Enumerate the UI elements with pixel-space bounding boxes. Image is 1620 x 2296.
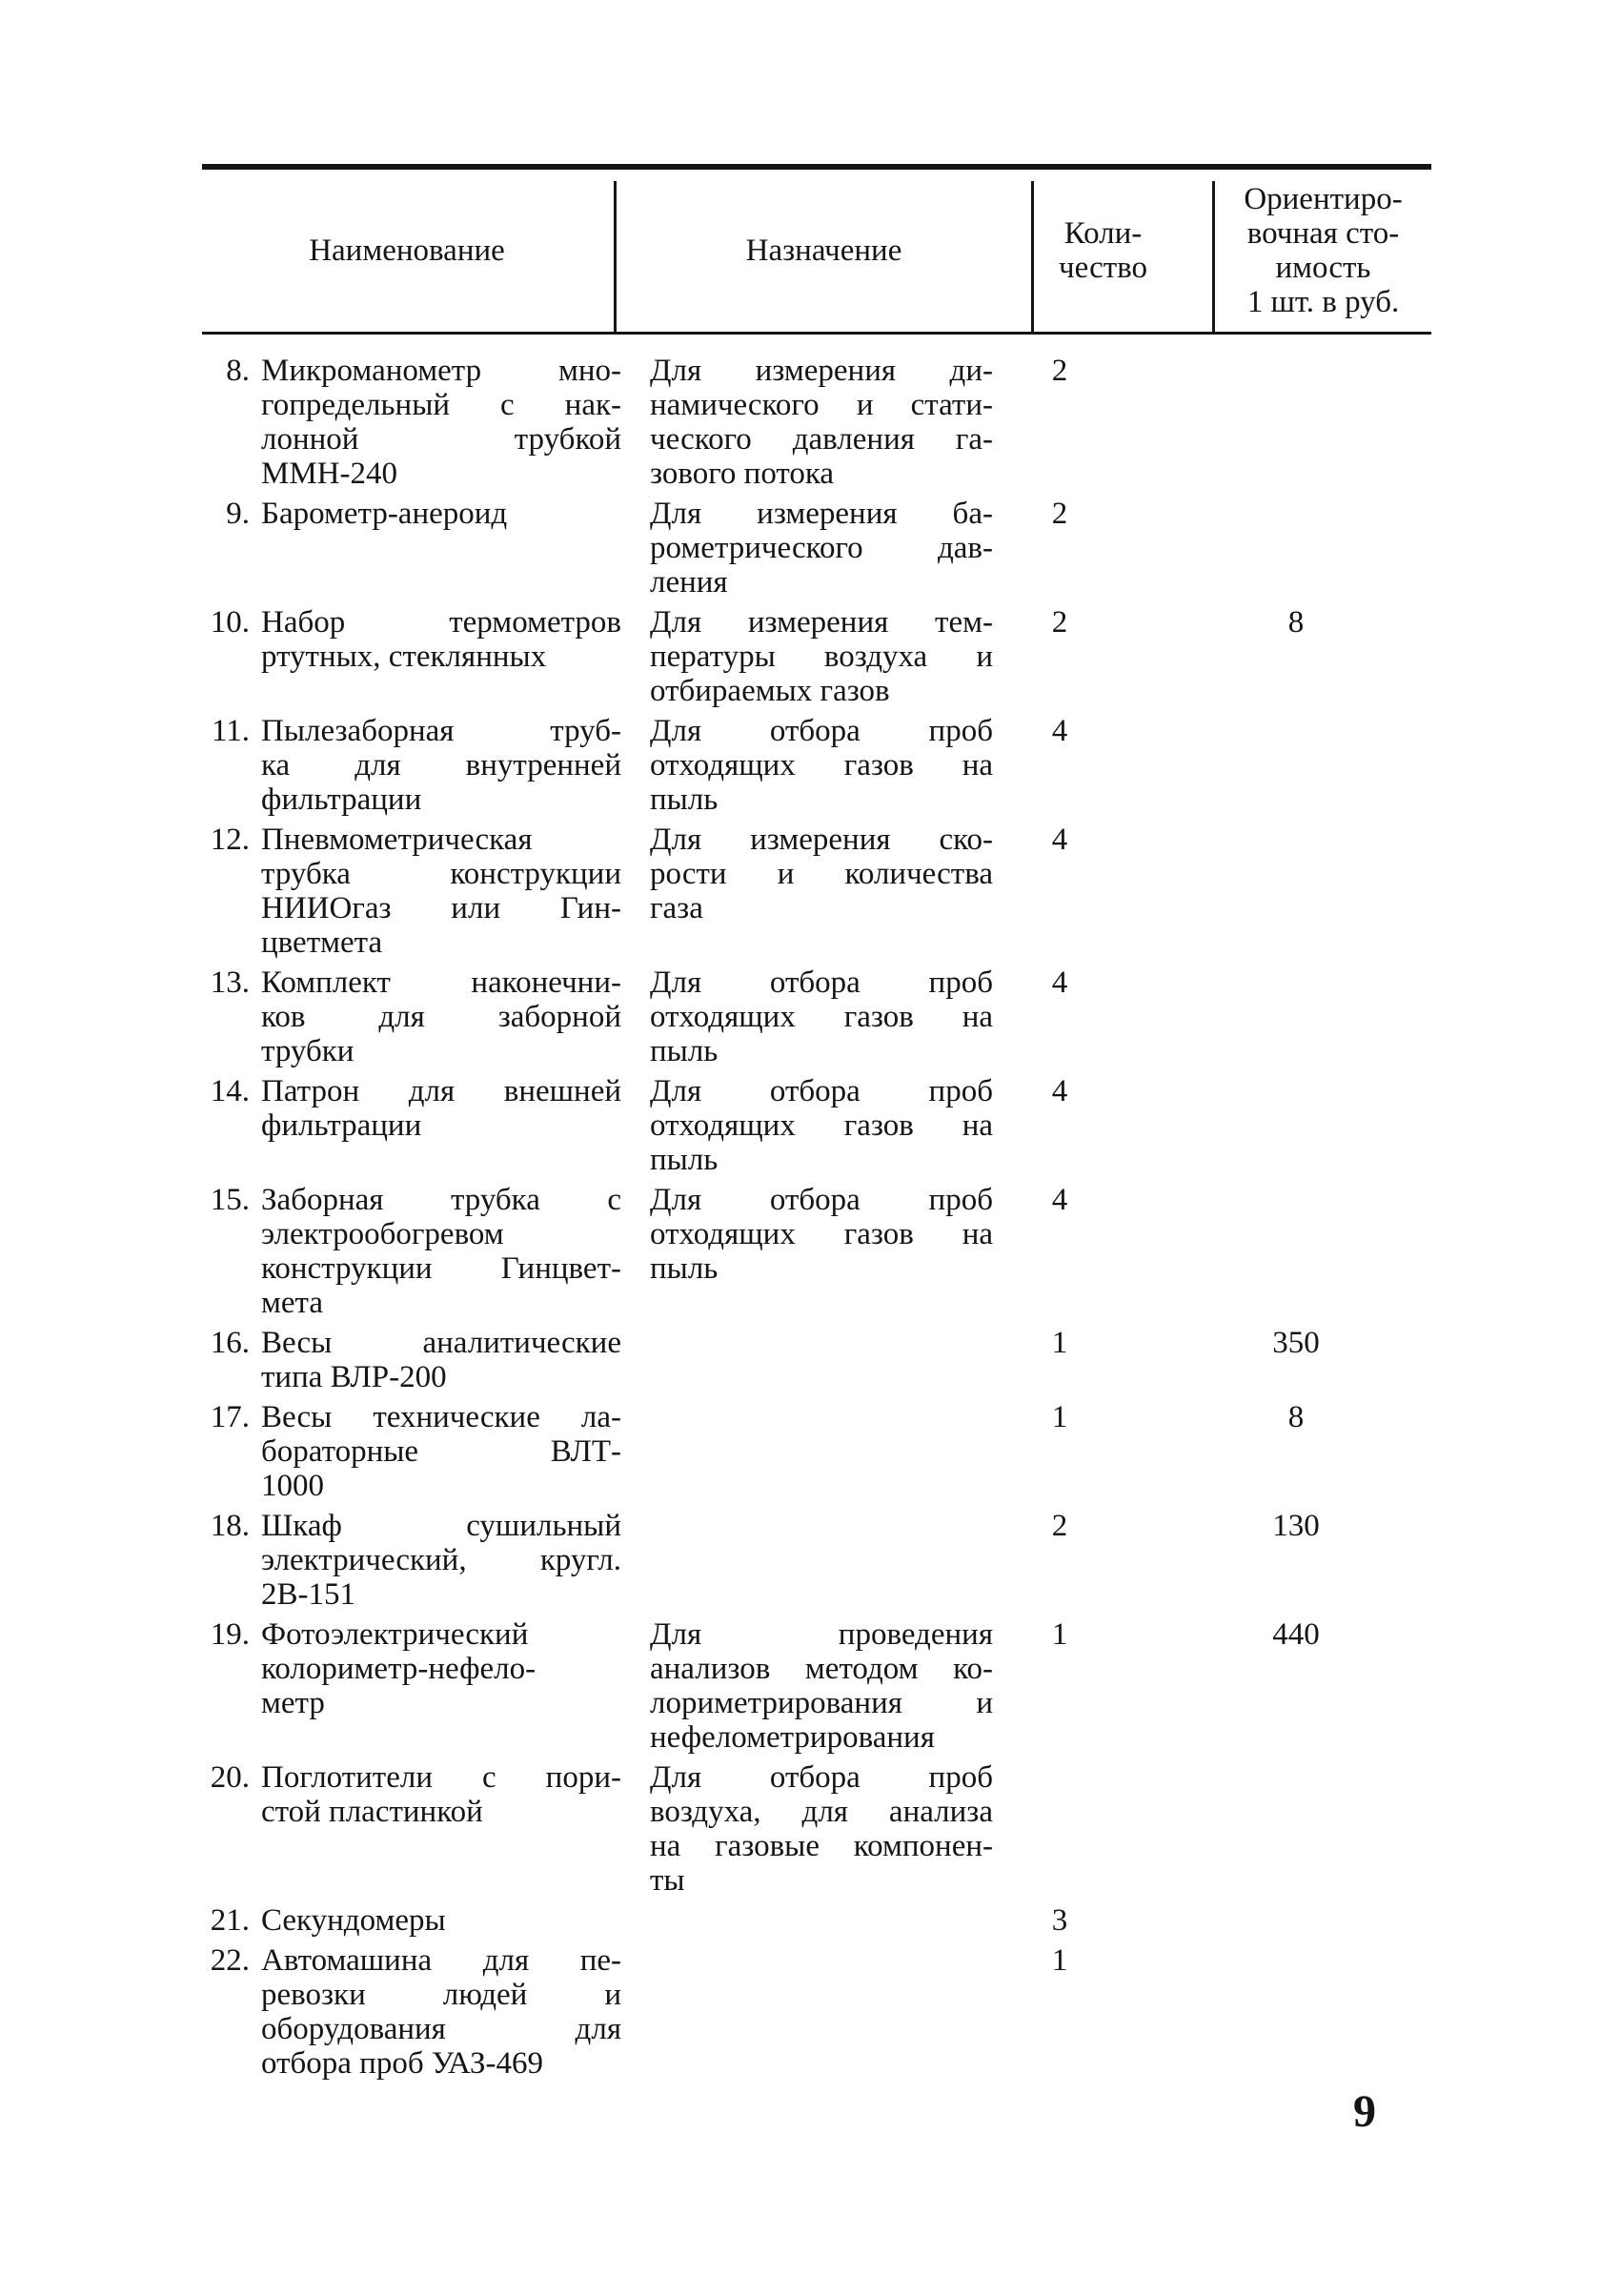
row-number: 9. (226, 497, 250, 531)
row-cost: 350 (1272, 1326, 1320, 1360)
row-number: 17. (210, 1400, 250, 1434)
row-cost: 8 (1287, 1400, 1305, 1434)
row-name: Заборная трубка с электрообогревом конструкции Гинцвет- мета (261, 1183, 621, 1320)
row-purpose: Для отбора проб отходящих газов на пыль (650, 1183, 993, 1286)
table-row (202, 714, 1431, 817)
table-row (202, 605, 1431, 708)
row-purpose: Для проведения анализов методом ко- лориметрирования и нефелометрирования (650, 1617, 993, 1755)
row-quantity: 3 (1051, 1903, 1068, 1938)
row-name: Микроманометр мно- гопредельный с нак- лонной трубкой ММН-240 (261, 354, 621, 491)
header-cost: Ориентиро- вочная сто- имость 1 шт. в руб. (1244, 182, 1403, 319)
table-row (202, 1326, 1431, 1394)
row-quantity: 1 (1051, 1617, 1068, 1652)
header-qty: Коли- чество (1059, 216, 1147, 285)
row-name: Весы технические ла- бораторные ВЛТ- 1000 (261, 1400, 621, 1503)
row-number: 19. (210, 1617, 250, 1652)
row-purpose: Для отбора проб отходящих газов на пыль (650, 1074, 993, 1177)
row-name: Патрон для внешней фильтрации (261, 1074, 621, 1143)
row-purpose: Для отбора проб отходящих газов на пыль (650, 714, 993, 817)
row-quantity: 4 (1051, 965, 1068, 1000)
table-row (202, 1074, 1431, 1177)
row-quantity: 4 (1051, 714, 1068, 748)
row-number: 13. (210, 965, 250, 1000)
equipment-table (202, 164, 1431, 2081)
row-number: 22. (210, 1943, 250, 1978)
table-row (202, 1943, 1431, 2081)
table-header (202, 170, 1431, 335)
row-purpose: Для отбора проб воздуха, для анализа на газовые компонен- ты (650, 1760, 993, 1898)
row-quantity: 2 (1051, 497, 1068, 531)
row-cost: 440 (1272, 1617, 1320, 1652)
table-row (202, 1183, 1431, 1320)
row-name: Автомашина для пе- ревозки людей и оборудования для отбора проб УАЗ-469 (261, 1943, 621, 2081)
header-purpose: Назначение (745, 234, 902, 268)
row-number: 20. (210, 1760, 250, 1795)
row-number: 16. (210, 1326, 250, 1360)
row-name: Комплект наконечни- ков для заборной трубки (261, 965, 621, 1068)
row-number: 12. (210, 823, 250, 857)
row-number: 11. (211, 714, 250, 748)
table-row (202, 1400, 1431, 1503)
row-quantity: 1 (1051, 1326, 1068, 1360)
row-name: Секундомеры (261, 1903, 446, 1938)
table-row (202, 1617, 1431, 1755)
row-number: 8. (226, 354, 250, 388)
row-name: Набор термометров ртутных, стеклянных (261, 605, 621, 674)
row-purpose: Для измерения ди- намического и стати- ческого давления га- зового потока (650, 354, 993, 491)
row-quantity: 4 (1051, 1074, 1068, 1108)
row-name: Барометр-анероид (261, 497, 508, 531)
row-purpose: Для измерения тем- пературы воздуха и отбираемых газов (650, 605, 993, 708)
table-row (202, 1760, 1431, 1898)
row-quantity: 2 (1051, 354, 1068, 388)
table-row (202, 354, 1431, 491)
table-row (202, 1903, 1431, 1938)
row-quantity: 4 (1051, 823, 1068, 857)
row-name: Пневмометрическая трубка конструкции НИИОгаз или Гин- цветмета (261, 823, 621, 960)
row-quantity: 2 (1051, 605, 1068, 640)
row-number: 14. (210, 1074, 250, 1108)
row-name: Пылезаборная труб- ка для внутренней фильтрации (261, 714, 621, 817)
row-quantity: 2 (1051, 1509, 1068, 1543)
table-row (202, 823, 1431, 960)
row-number: 10. (210, 605, 250, 640)
row-name: Весы аналитические типа ВЛР-200 (261, 1326, 621, 1394)
table-row (202, 497, 1431, 599)
row-number: 15. (210, 1183, 250, 1217)
row-cost: 8 (1287, 605, 1305, 640)
table-row (202, 1509, 1431, 1612)
row-name: Шкаф сушильный электрический, кругл. 2В-151 (261, 1509, 621, 1612)
row-cost: 130 (1272, 1509, 1320, 1543)
row-purpose: Для измерения ба- рометрического дав- ления (650, 497, 993, 599)
row-purpose: Для отбора проб отходящих газов на пыль (650, 965, 993, 1068)
row-purpose: Для измерения ско- рости и количества газа (650, 823, 993, 925)
row-quantity: 1 (1051, 1943, 1068, 1978)
row-quantity: 4 (1051, 1183, 1068, 1217)
row-name: Поглотители с пори- стой пластинкой (261, 1760, 621, 1829)
header-name: Наименование (309, 234, 505, 268)
page-number: 9 (1353, 2086, 1376, 2137)
table-row (202, 965, 1431, 1068)
row-number: 18. (210, 1509, 250, 1543)
row-name: Фотоэлектрический колориметр-нефело- метр (261, 1617, 537, 1720)
row-number: 21. (210, 1903, 250, 1938)
row-quantity: 1 (1051, 1400, 1068, 1434)
